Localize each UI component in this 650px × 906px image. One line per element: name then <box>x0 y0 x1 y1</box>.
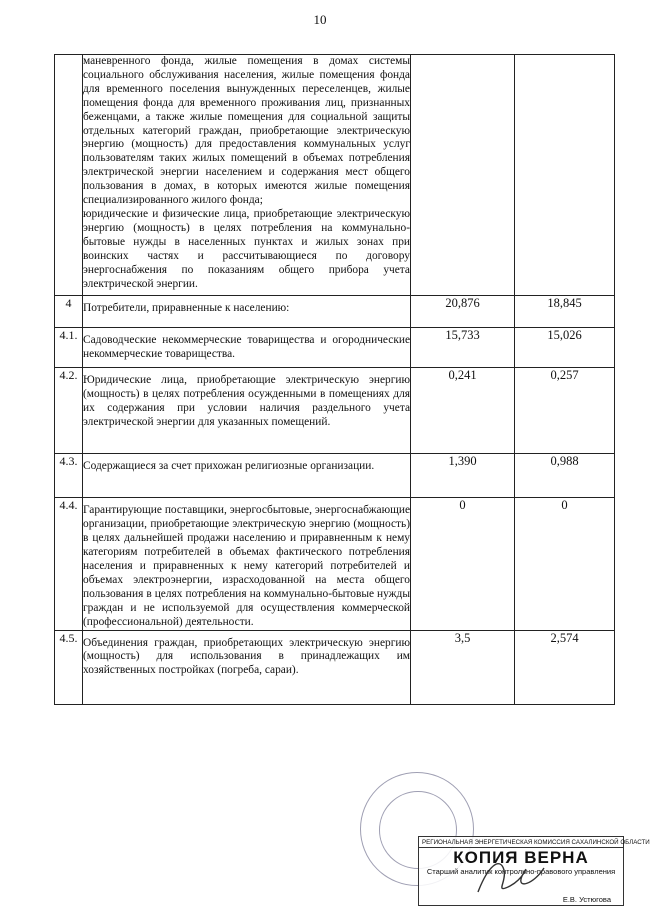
stamp-role: Старший аналитик контрольно-правового управления <box>426 867 616 876</box>
row-text: Садоводческие некоммерческие товарищества и огороднические некоммерческие товарищества. <box>83 334 410 361</box>
stamp-title: КОПИЯ ВЕРНА <box>453 848 589 867</box>
value-col-2: 15,026 <box>515 328 615 368</box>
row-number: 4.2. <box>55 368 83 454</box>
row-number: 4 <box>55 296 83 328</box>
value-col-1: 0 <box>411 498 515 630</box>
row-description <box>83 630 411 704</box>
row-number: 4.3. <box>55 454 83 498</box>
value-col-2: 0,257 <box>515 368 615 454</box>
value-col-2: 0 <box>515 498 615 630</box>
value-col-1: 20,876 <box>411 296 515 328</box>
row-description <box>83 454 411 498</box>
tariff-table <box>54 54 615 705</box>
row-number: 4.5. <box>55 630 83 704</box>
row-number: 4.1. <box>55 328 83 368</box>
value-col-2 <box>515 55 615 296</box>
stamp-name: Е.В. Устюгова <box>562 895 611 904</box>
row-description <box>83 55 411 296</box>
value-col-2: 2,574 <box>515 630 615 704</box>
row-text: Потребители, приравненные к населению: <box>83 302 290 315</box>
value-col-2: 0,988 <box>515 454 615 498</box>
row-description <box>83 328 411 368</box>
row-number: 4.4. <box>55 498 83 630</box>
table-row <box>55 630 615 704</box>
table-row <box>55 498 615 630</box>
value-col-1: 0,241 <box>411 368 515 454</box>
row-text: Содержащиеся за счет прихожан религиозные организации. <box>83 460 375 473</box>
row-text: Юридические лица, приобретающие электрическую энергию (мощность) в целях потребления осужденными в помещениях для их содержания при условии наличия раздельного учета электрической энергии для указанных помещений. <box>83 374 410 429</box>
value-col-2: 18,845 <box>515 296 615 328</box>
value-col-1 <box>411 55 515 296</box>
table-row <box>55 296 615 328</box>
stamp-organization: РЕГИОНАЛЬНАЯ ЭНЕРГЕТИЧЕСКАЯ КОМИССИЯ САХАЛИНСКОЙ ОБЛАСТИ <box>419 837 623 848</box>
row-description <box>83 368 411 454</box>
handwritten-signature <box>470 846 550 901</box>
table-row <box>55 55 615 296</box>
table-row <box>55 454 615 498</box>
row-description <box>83 498 411 630</box>
row-description <box>83 296 411 328</box>
table-row <box>55 328 615 368</box>
row-number <box>55 55 83 296</box>
value-col-1: 1,390 <box>411 454 515 498</box>
page-number: 10 <box>313 12 327 27</box>
value-col-1: 3,5 <box>411 630 515 704</box>
row-text: маневренного фонда, жилые помещения в домах системы социального обслуживания населения, жилые помещения фонда для временного поселения вынужденных переселенцев, жилые помещения фонда для временного проживания лиц, признанных беженцами, а также жилые помещения для социальной защиты отдельных категорий граждан, приобретающие электрическую энергию (мощность) для предоставления коммунальных услуг пользователям таких жилых помещений в объемах потребления электрической энергии населением и содержания мест общего пользования в домах, в которых имеются жилые помещения специализированного жилого фонда; юридические и физические лица, приобретающие электрическую энергию (мощность) в целях потребления на коммунально-бытовые нужды в населенных пунктах и жилых зонах при воинских частях и рассчитывающиеся по договору энергоснабжения по показаниям общего прибора учета электрической энергии. <box>83 55 410 290</box>
table-row <box>55 368 615 454</box>
row-text: Объединения граждан, приобретающих электрическую энергию (мощность) для использования в принадлежащих им хозяйственных постройках (погреба, сараи). <box>83 636 410 677</box>
row-text: Гарантирующие поставщики, энергосбытовые, энергоснабжающие организации, приобретающие электрическую энергию (мощность) в целях дальнейшей продажи населению и приравненным к нему категориям потребителей в объемах фактического потребления населения и приравненных к нему категорий потребителей и объемах электроэнергии, израсходованной на места общего пользования в целях потребления на коммунально-бытовые нужды граждан и не используемой для осуществления коммерческой (профессиональной) деятельности. <box>83 504 410 628</box>
value-col-1: 15,733 <box>411 328 515 368</box>
